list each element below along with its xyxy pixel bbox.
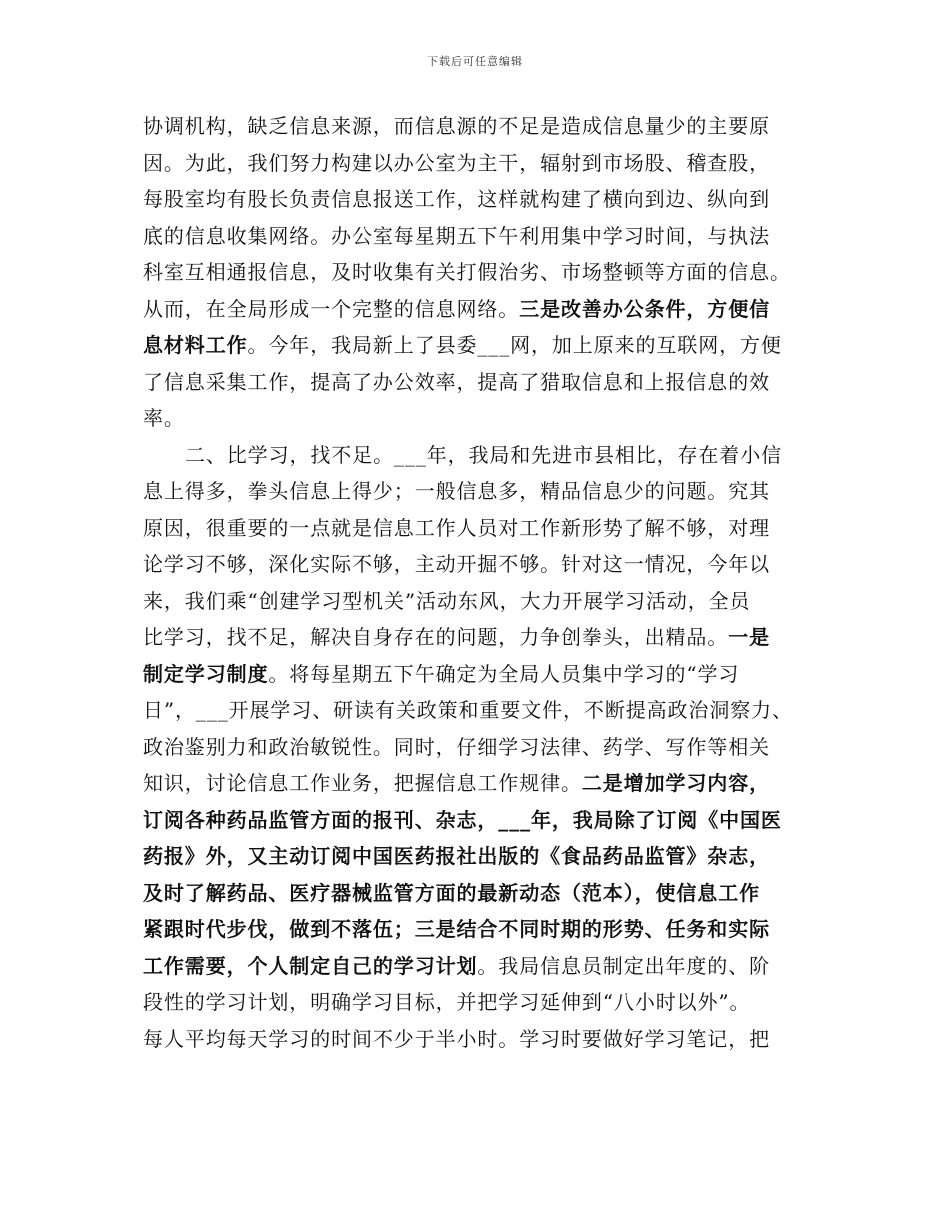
text-segment: 比学习，找不足，解决自身存在的问题，力争创拳头，出精品。 xyxy=(143,625,729,649)
text-segment: 协调机构，缺乏信息来源，而信息源的不足是造成信息量少的主要原 xyxy=(143,114,770,138)
text-line xyxy=(143,1021,818,1058)
text-line xyxy=(143,875,818,912)
text-line xyxy=(143,108,818,145)
text-line xyxy=(143,619,818,656)
text-segment: 。将每星期五下午确定为全局人员集中学习的“学习 xyxy=(268,661,740,686)
bold-text-segment: 息材料工作 xyxy=(143,333,248,357)
bold-text-segment: 三是改善办公条件，方便信 xyxy=(519,296,771,321)
bold-text-segment: 药报》外，又主动订阅中国医药报社出版的《食品药品监管》杂志， xyxy=(143,844,770,868)
text-line xyxy=(143,583,818,620)
text-segment: 二、比学习，找不足。___年，我局和先进市县相比，存在着小信 xyxy=(185,442,782,467)
bold-text-segment: 紧跟时代步伐，做到不落伍；三是结合不同时期的形势、任务和实际 xyxy=(143,917,770,941)
bold-text-segment: 二是增加学习内容， xyxy=(581,771,771,795)
text-line xyxy=(143,437,818,474)
text-segment: 段性的学习计划，明确学习目标，并把学习延伸到“八小时以外”。 xyxy=(143,990,751,1014)
text-line xyxy=(143,181,818,218)
text-line xyxy=(143,473,818,510)
text-line xyxy=(143,656,818,693)
text-segment: 从而，在全局形成一个完整的信息网络。 xyxy=(143,296,520,321)
text-line xyxy=(143,729,818,766)
text-line xyxy=(143,327,818,364)
text-line xyxy=(143,838,818,875)
text-segment: 率。 xyxy=(143,406,185,430)
text-segment: 每人平均每天学习的时间不少于半小时。学习时要做好学习笔记，把 xyxy=(143,1026,770,1051)
text-line xyxy=(143,145,818,182)
text-segment: 科室互相通报信息，及时收集有关打假治劣、市场整顿等方面的信息。 xyxy=(143,260,791,284)
text-segment: 息上得多，拳头信息上得少；一般信息多，精品信息少的问题。究其 xyxy=(143,479,770,503)
bold-text-segment: 一是 xyxy=(728,625,771,649)
text-line xyxy=(143,948,818,985)
text-segment: 论学习不够，深化实际不够，主动开掘不够。针对这一情况，今年以 xyxy=(143,552,770,576)
text-line xyxy=(143,802,818,839)
text-line xyxy=(143,364,818,401)
text-segment: 知识，讨论信息工作业务，把握信息工作规律。 xyxy=(143,771,582,795)
text-segment: 因。为此，我们努力构建以办公室为主干，辐射到市场股、稽查股， xyxy=(143,150,770,175)
bold-text-segment: 订阅各种药品监管方面的报刊、杂志，___年，我局除了订阅《中国医 xyxy=(143,807,782,832)
text-line xyxy=(143,291,818,328)
text-segment: 了信息采集工作，提高了办公效率，提高了猎取信息和上报信息的效 xyxy=(143,369,770,394)
bold-text-segment: 及时了解药品、医疗器械监管方面的最新动态（范本），使信息工作 xyxy=(143,880,760,905)
text-line xyxy=(143,510,818,547)
text-line xyxy=(143,765,818,802)
text-line xyxy=(143,692,818,729)
text-line xyxy=(143,984,818,1021)
text-segment: 日”，___开展学习、研读有关政策和重要文件，不断提高政治洞察力、 xyxy=(143,698,793,722)
text-segment: 。今年，我局新上了县委___网，加上原来的互联网，方便 xyxy=(247,333,782,357)
text-line xyxy=(143,254,818,291)
bold-text-segment: 制定学习制度 xyxy=(143,661,269,686)
text-segment: 。我局信息员制定出年度的、阶 xyxy=(477,953,771,978)
text-segment: 原因，很重要的一点就是信息工作人员对工作新形势了解不够，对理 xyxy=(143,515,770,540)
text-line xyxy=(143,911,818,948)
page-header: 下载后可任意编辑 xyxy=(427,55,523,68)
text-segment: 底的信息收集网络。办公室每星期五下午利用集中学习时间，与执法 xyxy=(143,223,770,248)
text-line xyxy=(143,546,818,583)
text-segment: 政治鉴别力和政治敏锐性。同时，仔细学习法律、药学、写作等相关 xyxy=(143,734,770,759)
text-line xyxy=(143,400,818,437)
text-segment: 每股室均有股长负责信息报送工作，这样就构建了横向到边、纵向到 xyxy=(143,187,770,211)
text-segment: 来，我们乘“创建学习型机关”活动东风，大力开展学习活动，全员 xyxy=(143,588,751,613)
text-line xyxy=(143,218,818,255)
bold-text-segment: 工作需要，个人制定自己的学习计划 xyxy=(143,953,478,978)
document-body xyxy=(143,108,818,1057)
